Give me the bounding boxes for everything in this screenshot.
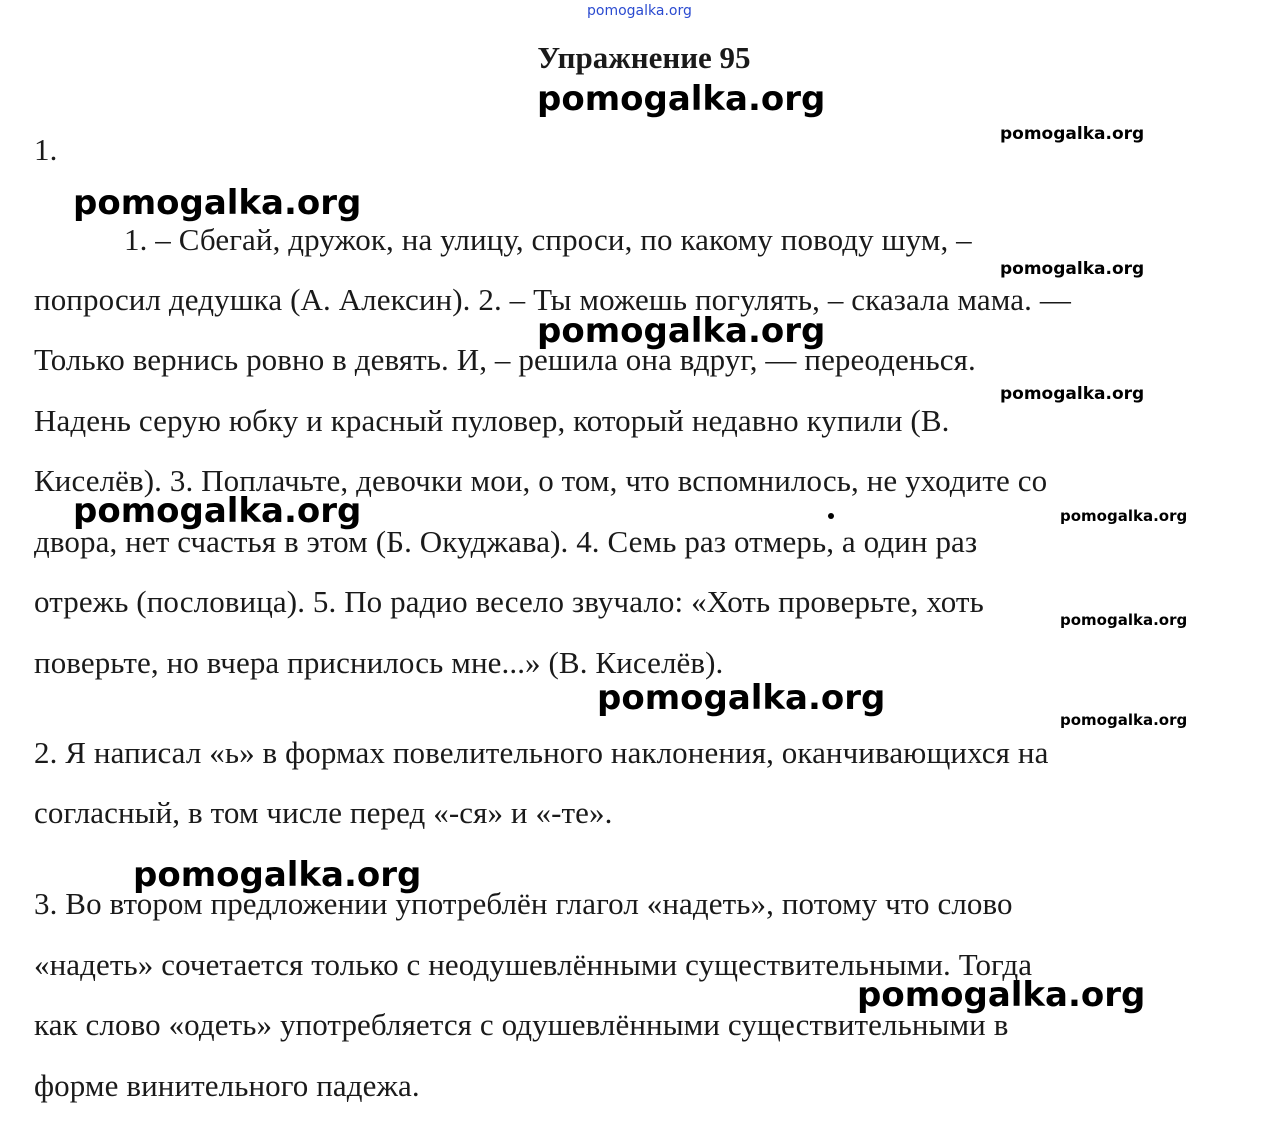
section-1-line: Надень серую юбку и красный пуловер, который недавно купили (В. <box>34 403 950 438</box>
section-1-line: 1. – Сбегай, дружок, на улицу, спроси, по какому поводу шум, – <box>124 222 972 257</box>
section-1-line: поверьте, но вчера приснилось мне...» (В. Киселёв). <box>34 645 724 680</box>
section-3-line: форме винительного падежа. <box>34 1068 420 1103</box>
section-1-line: Киселёв). 3. Поплачьте, девочки мои, о том, что вспомнилось, не уходите со <box>34 463 1048 498</box>
watermark: pomogalka.org <box>537 311 826 351</box>
watermark: pomogalka.org <box>537 79 826 119</box>
watermark: pomogalka.org <box>73 183 362 223</box>
section-1-line: двора, нет счастья в этом (Б. Окуджава). 4. Семь раз отмерь, а один раз <box>34 524 978 559</box>
top-watermark: pomogalka.org <box>587 3 692 19</box>
watermark: pomogalka.org <box>1060 507 1188 525</box>
watermark: pomogalka.org <box>857 975 1146 1015</box>
section-1-number: 1. <box>34 132 58 167</box>
watermark: pomogalka.org <box>1060 711 1188 729</box>
watermark: pomogalka.org <box>1000 384 1145 404</box>
section-2-line: согласный, в том числе перед «-ся» и «-те». <box>34 795 613 830</box>
section-1-line: отрежь (пословица). 5. По радио весело звучало: «Хоть проверьте, хоть <box>34 584 984 619</box>
section-1-line: Только вернись ровно в девять. И, – решила она вдруг, — переоденься. <box>34 342 976 377</box>
watermark: pomogalka.org <box>1000 259 1145 279</box>
watermark: pomogalka.org <box>1000 124 1145 144</box>
watermark: pomogalka.org <box>1060 611 1188 629</box>
watermark: pomogalka.org <box>73 491 362 531</box>
stray-dot <box>828 513 834 519</box>
section-2-line: 2. Я написал «ь» в формах повелительного наклонения, оканчивающихся на <box>34 735 1049 770</box>
section-1-line: попросил дедушка (А. Алексин). 2. – Ты можешь погулять, – сказала мама. — <box>34 282 1071 317</box>
watermark: pomogalka.org <box>133 855 422 895</box>
page-title: Упражнение 95 <box>537 40 751 75</box>
watermark: pomogalka.org <box>597 678 886 718</box>
section-3-line: «надеть» сочетается только с неодушевлёнными существительными. Тогда <box>34 947 1033 982</box>
section-3-line: как слово «одеть» употребляется с одушевлёнными существительными в <box>34 1007 1009 1042</box>
section-3-line: 3. Во втором предложении употреблён глагол «надеть», потому что слово <box>34 886 1013 921</box>
